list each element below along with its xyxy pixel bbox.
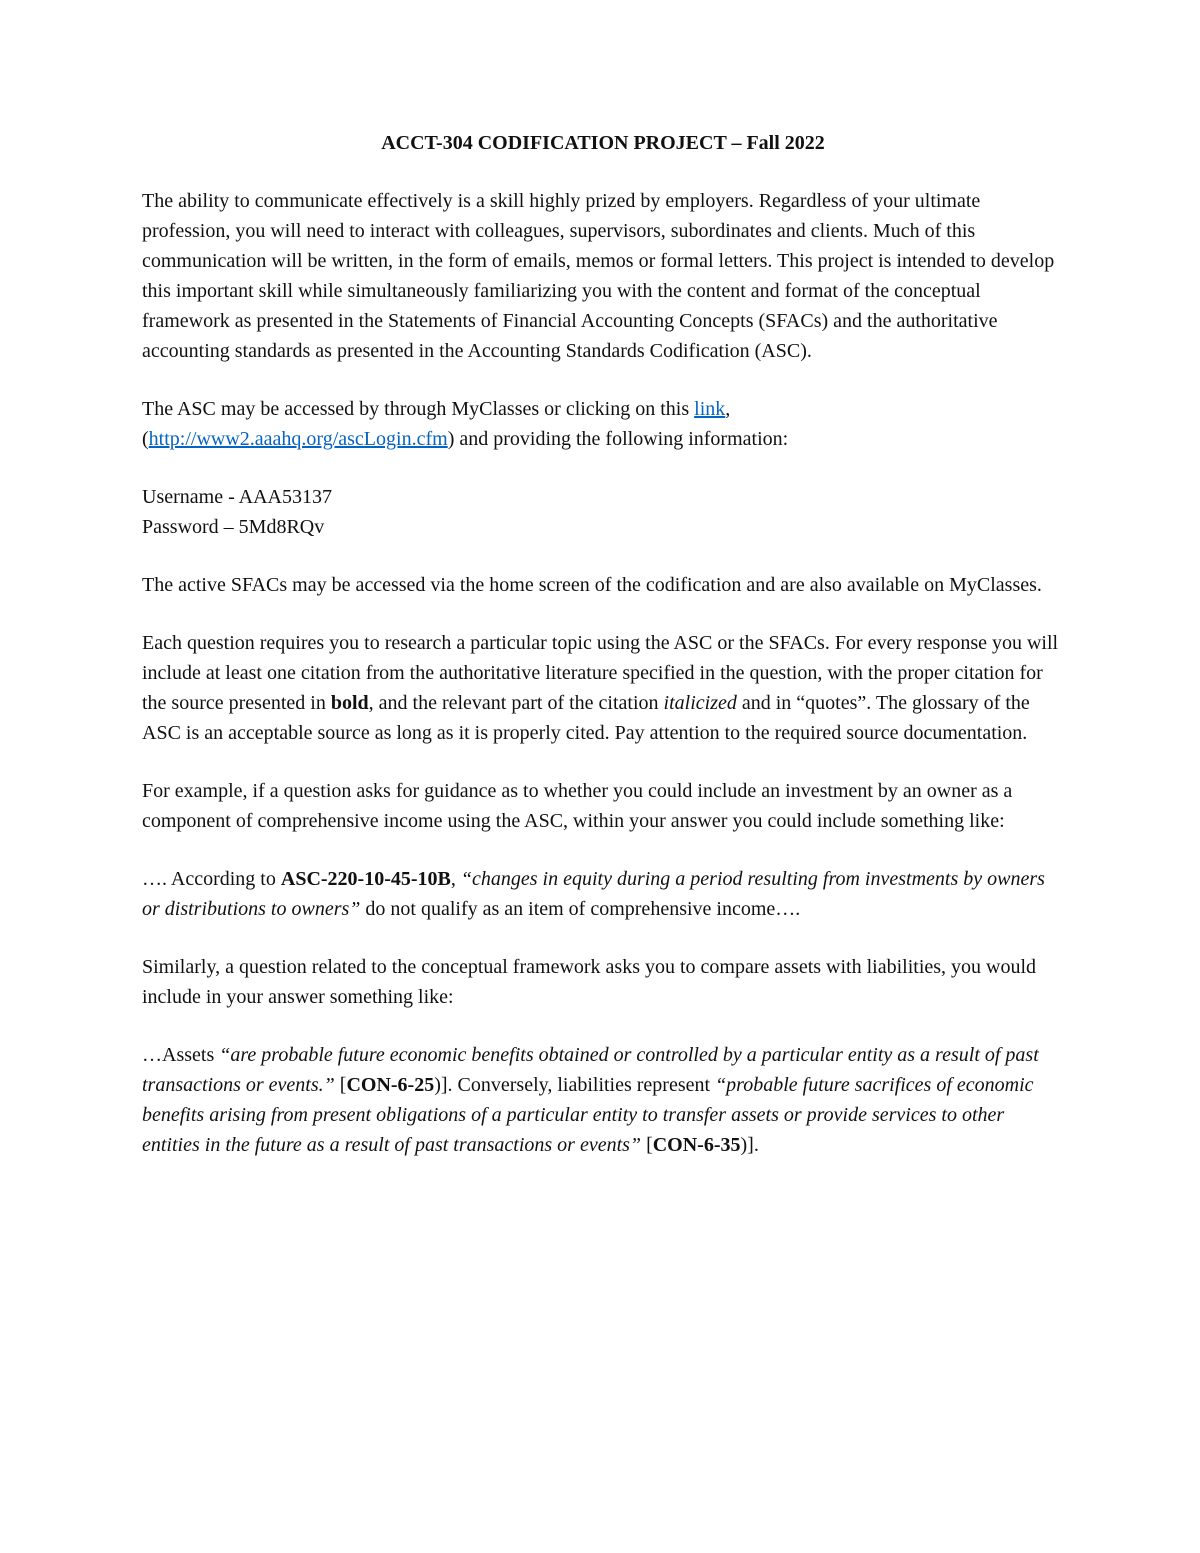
example-rest: do not qualify as an item of comprehensive income…. xyxy=(360,898,801,920)
cite1-open: [ xyxy=(334,1074,347,1096)
example-intro-paragraph: For example, if a question asks for guidance as to whether you could include an investment by an owner as a component of comprehensive income using the ASC, within your answer you could include something like: xyxy=(142,780,1013,832)
asc-login-url-link[interactable]: http://www2.aaahq.org/ascLogin.cfm xyxy=(148,428,448,450)
similarly-paragraph: Similarly, a question related to the conceptual framework asks you to compare assets with liabilities, you would include in your answer something like: xyxy=(142,956,1037,1008)
example-lead: …. According to xyxy=(142,868,281,890)
password-line: Password – 5Md8RQv xyxy=(142,516,325,538)
access-comma: , xyxy=(725,398,731,420)
access-paragraph xyxy=(142,394,1062,454)
cite2-open: [ xyxy=(641,1134,653,1156)
instructions-text-1: Each question requires you to research a particular topic using the ASC or the SFACs. For every response you will include at least one citation from the authoritative literature specified in the question, with the proper citation for the source presented in xyxy=(142,632,1059,714)
instructions-paragraph xyxy=(142,628,1062,748)
example2-lead: …Assets xyxy=(142,1044,220,1066)
username-line: Username - AAA53137 xyxy=(142,486,332,508)
con-6-25-citation: CON-6-25 xyxy=(346,1074,435,1096)
credentials-block xyxy=(142,482,1062,542)
instructions-text-2: , and the relevant part of the citation xyxy=(368,692,664,714)
asc-quote: “changes in equity during a period resulting from investments by owners or distributions to owners” xyxy=(142,868,1045,920)
access-tail-text: ) and providing the following information: xyxy=(447,428,789,450)
asc-citation: ASC-220-10-45-10B xyxy=(280,868,451,890)
liabilities-quote: “probable future sacrifices of economic benefits arising from present obligations of a particular entity to transfer assets or provide services to other entities in the future as a result of past transactions or events” xyxy=(142,1074,1034,1156)
assets-quote: “are probable future economic benefits obtained or controlled by a particular entity as a result of past transactions or events.” xyxy=(142,1044,1039,1096)
intro-paragraph: The ability to communicate effectively is a skill highly prized by employers. Regardless of your ultimate profession, you will need to interact with colleagues, supervisors, subordinates and clients. Much of this communication will be written, in the form of emails, memos or formal letters. This project is intended to develop this important skill while simultaneously familiarizing you with the content and format of the conceptual framework as presented in the Statements of Financial Accounting Concepts (SFACs) and the authoritative accounting standards as presented in the Accounting Standards Codification (ASC). xyxy=(142,190,1055,362)
example-comma: , xyxy=(450,868,461,890)
cite1-close: )]. Conversely, liabilities represent xyxy=(434,1074,716,1096)
page-title: ACCT-304 CODIFICATION PROJECT – Fall 2022 xyxy=(381,132,825,154)
cite2-close: )]. xyxy=(740,1134,759,1156)
instructions-text-3: and in “quotes”. The glossary of the ASC is an acceptable source as long as it is properly cited. Pay attention to the required source documentation. xyxy=(142,692,1030,744)
sfacs-paragraph: The active SFACs may be accessed via the home screen of the codification and are also available on MyClasses. xyxy=(142,574,1042,596)
bold-word: bold xyxy=(330,692,369,714)
example-con-paragraph xyxy=(142,1040,1062,1160)
open-paren: ( xyxy=(142,428,149,450)
con-6-35-citation: CON-6-35 xyxy=(652,1134,741,1156)
document-page xyxy=(142,128,1062,1188)
italic-word: italicized xyxy=(663,692,737,714)
example-asc-paragraph xyxy=(142,864,1062,924)
asc-link[interactable]: link xyxy=(694,398,726,420)
access-text: The ASC may be accessed by through MyClasses or clicking on this xyxy=(142,398,695,420)
